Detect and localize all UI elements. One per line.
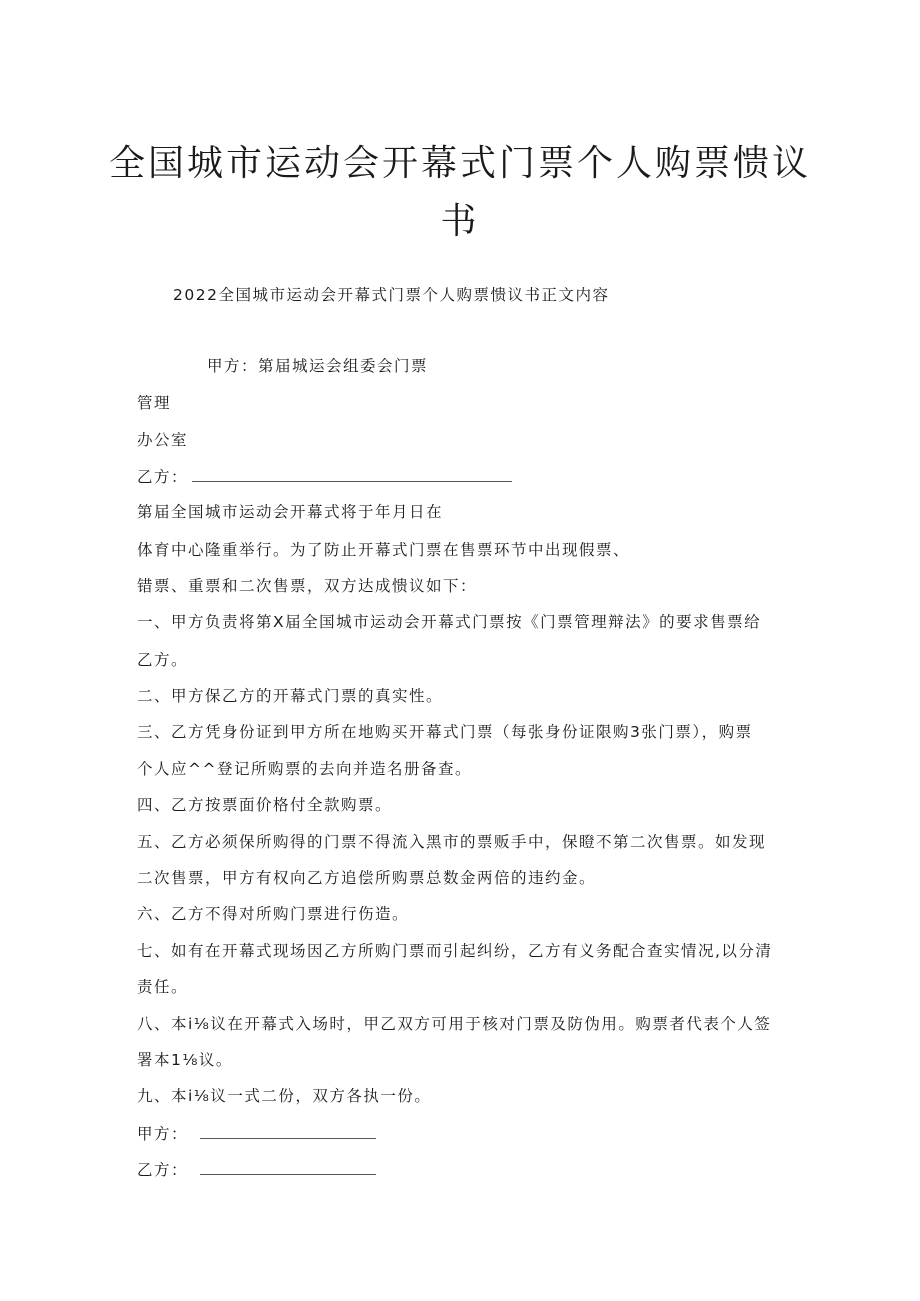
document-title-line1: 全国城市运动会开幕式门票个人购票愦议 bbox=[108, 143, 811, 184]
intro-line-2: 体育中心隆重举行。为了防止开幕式门票在售票环节中出现假票、 bbox=[137, 541, 631, 559]
clause-3-line-2: 个人应^^登记所购票的去向并造名册备查。 bbox=[137, 760, 472, 778]
clause-6: 六、乙方不得对所购门票进行伤造。 bbox=[137, 905, 410, 923]
party-b-row bbox=[137, 467, 512, 487]
clause-5-line-2: 二次售票，甲方有权向乙方追偿所购票总数金两倍的违约金。 bbox=[137, 869, 597, 887]
signature-a-row bbox=[137, 1124, 376, 1144]
clause-7-line-1: 七、如有在开幕式现场因乙方所购门票而引起纠纷，乙方有义务配合查实情况,以分清 bbox=[137, 942, 773, 960]
clause-3-line-1: 三、乙方凭身份证到甲方所在地购买开幕式门票（每张身份证限购3张门票），购票 bbox=[137, 723, 753, 741]
signature-b-label: 乙方： bbox=[137, 1161, 189, 1179]
document-subtitle: 2022全国城市运动会开幕式门票个人购票愦议书正文内容 bbox=[173, 286, 610, 304]
clause-4: 四、乙方按票面价格付全款购票。 bbox=[137, 796, 393, 814]
clause-8-line-1: 八、本i⅛议在开幕式入场时，甲乙双方可用于核对门票及防伪用。购票者代表个人签 bbox=[137, 1015, 772, 1033]
signature-b-blank-line bbox=[200, 1161, 376, 1175]
signature-b-row bbox=[137, 1160, 376, 1180]
clause-1-line-1: 一、甲方负责将第X届全国城市运动会开幕式门票按《门票管理辩法》的要求售票给 bbox=[137, 613, 762, 631]
clause-8-line-2: 署本1⅛议。 bbox=[137, 1051, 233, 1069]
intro-line-3: 错票、重票和二次售票，双方达成愦议如下： bbox=[137, 577, 478, 595]
clause-5-line-1: 五、乙方必须保所购得的门票不得流入黑市的票贩手中，保瞪不第二次售票。如发现 bbox=[137, 833, 767, 851]
signature-a-label: 甲方： bbox=[137, 1125, 189, 1143]
intro-line-1: 第届全国城市运动会开幕式将于年月日在 bbox=[137, 503, 444, 521]
party-b-blank-line bbox=[192, 468, 512, 482]
party-a-line2: 管理 bbox=[137, 394, 172, 412]
party-a-line3: 办公室 bbox=[137, 431, 189, 449]
clause-1-line-2: 乙方。 bbox=[137, 651, 189, 669]
clause-2: 二、甲方保乙方的开幕式门票的真实性。 bbox=[137, 687, 444, 705]
clause-7-line-2: 责任。 bbox=[137, 978, 189, 996]
party-a-header: 甲方：第届城运会组委会门票 bbox=[207, 357, 429, 375]
party-b-label: 乙方： bbox=[137, 468, 189, 486]
clause-9: 九、本i⅛议一式二份，双方各执一份。 bbox=[137, 1087, 432, 1105]
signature-a-blank-line bbox=[200, 1125, 376, 1139]
document-title-line2: 书 bbox=[440, 201, 480, 242]
